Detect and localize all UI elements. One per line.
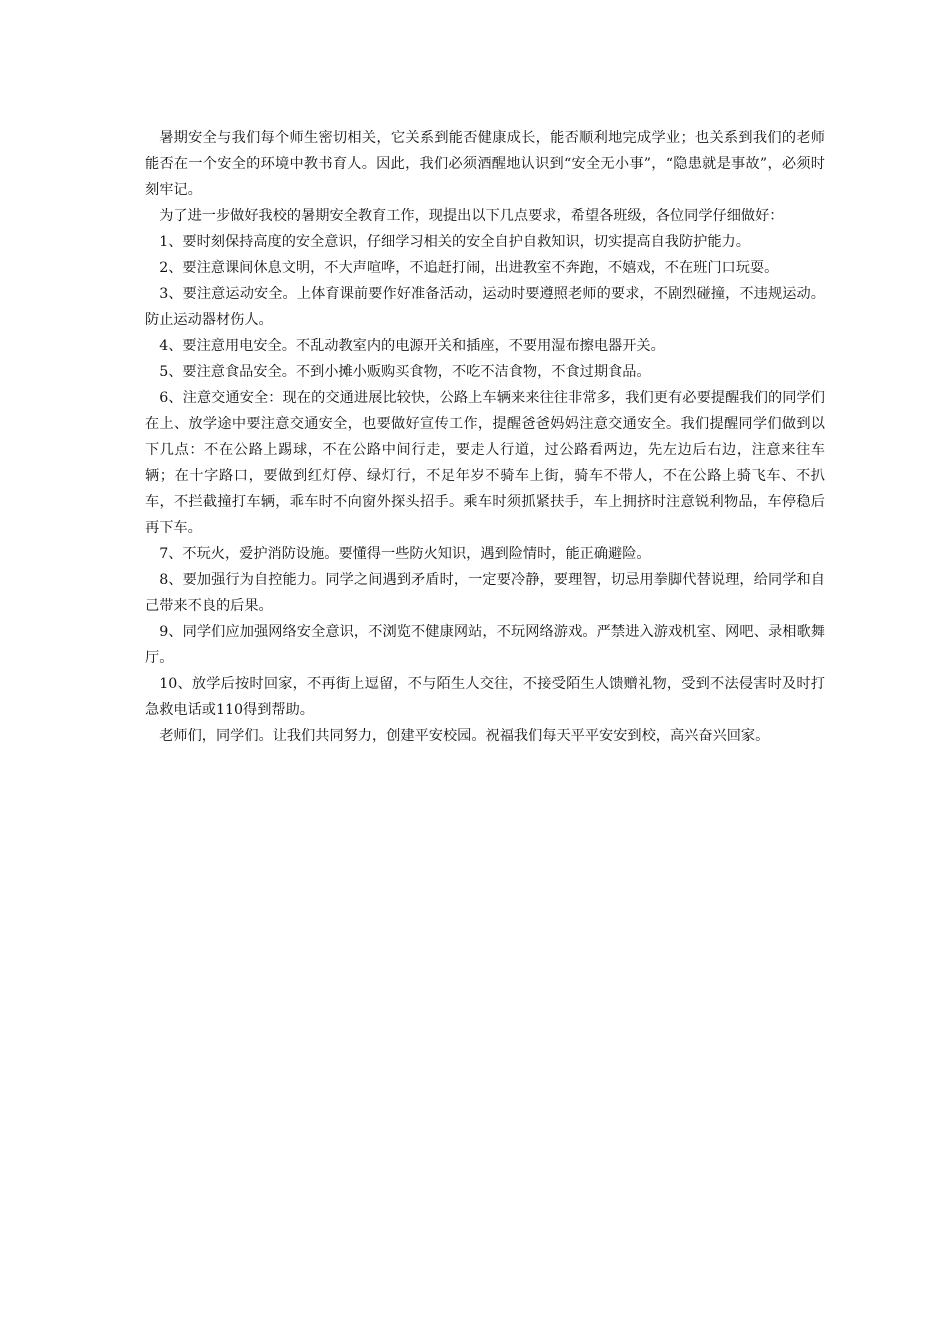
paragraph-item-4: 4、要注意用电安全。不乱动教室内的电源开关和插座，不要用湿布擦电器开关。 <box>159 338 665 354</box>
paragraph-requirements-intro: 为了进一步做好我校的暑期安全教育工作，现提出以下几点要求，希望各班级，各位同学仔细做好： <box>159 208 784 224</box>
paragraph-item-6: 6、注意交通安全：现在的交通进展比较快，公路上车辆来来往往非常多，我们更有必要提醒我们的同学们在上、放学途中要注意交通安全，也要做好宣传工作，提醒爸爸妈妈注意交通安全。我们提醒同学们做到以下几点：不在公路上踢球，不在公路中间行走，要走人行道，过公路看两边，先左边后右边，注意来往车辆；在十字路口，要做到红灯停、绿灯行，不足年岁不骑车上街，骑车不带人，不在公路上骑飞车、不扒车，不拦截撞打车辆，乖车时不向窗外探头招手。乘车时须抓紧扶手，车上拥挤时注意锐利物品，车停稳后再下车。 <box>145 390 825 536</box>
paragraph-intro: 暑期安全与我们每个师生密切相关，它关系到能否健康成长，能否顺利地完成学业；也关系到我们的老师能否在一个安全的环境中教书育人。因此，我们必须酒醒地认识到“安全无小事”，“隐患就是事故”，必须时刻牢记。 <box>145 130 825 198</box>
paragraph-item-9: 9、同学们应加强网络安全意识，不浏览不健康网站，不玩网络游戏。严禁进入游戏机室、网吧、录相歌舞厅。 <box>145 624 825 666</box>
paragraph-item-5: 5、要注意食品安全。不到小摊小贩购买食物，不吃不洁食物，不食过期食品。 <box>159 364 651 380</box>
paragraph-item-1: 1、要时刻保持高度的安全意识，仔细学习相关的安全自护自救知识，切实提高自我防护能力。 <box>159 234 750 250</box>
paragraph-item-10: 10、放学后按时回家，不再街上逗留，不与陌生人交往，不接受陌生人馈赠礼物，受到不法侵害时及时打急救电话或110得到帮助。 <box>145 676 825 718</box>
paragraph-item-8: 8、要加强行为自控能力。同学之间遇到矛盾时，一定要冷静，要理智，切忌用拳脚代替说理，给同学和自己带来不良的后果。 <box>145 572 825 614</box>
paragraph-closing: 老师们，同学们。让我们共同努力，创建平安校园。祝福我们每天平平安安到校，高兴奋兴回家。 <box>159 728 770 744</box>
paragraph-item-3: 3、要注意运动安全。上体育课前要作好准备活动，运动时要遵照老师的要求，不剧烈碰撞，不违规运动。防止运动器材伤人。 <box>145 286 825 328</box>
document-body <box>145 125 825 749</box>
paragraph-item-2: 2、要注意课间休息文明，不大声喧哗，不追赶打闹，出进教室不奔跑，不嬉戏，不在班门口玩耍。 <box>159 260 779 276</box>
paragraph-item-7: 7、不玩火，爱护消防设施。要懂得一些防火知识，遇到险情时，能正确避险。 <box>159 546 651 562</box>
